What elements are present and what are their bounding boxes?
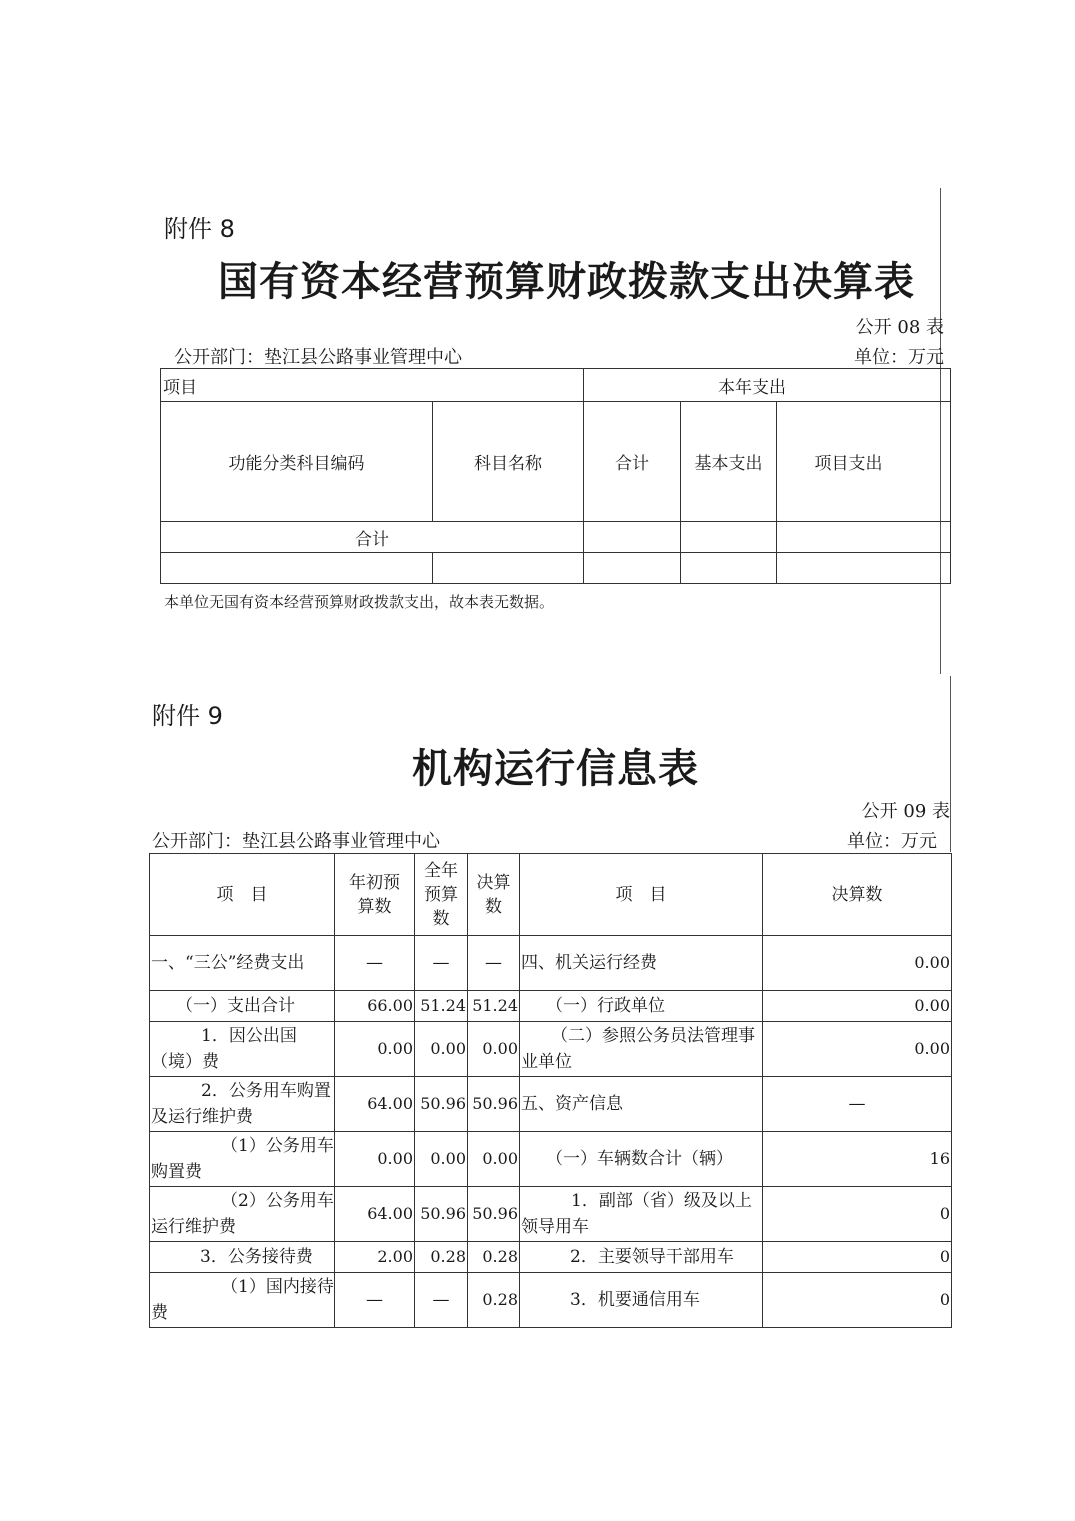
- table-row: [150, 1187, 952, 1242]
- budget-full-cell: —: [415, 936, 468, 991]
- agency-operation-table: [149, 853, 952, 1328]
- attachment-label: 附件 9: [152, 702, 223, 730]
- header-item: 项目: [161, 369, 584, 402]
- budget-initial-cell: 66.00: [335, 991, 415, 1022]
- empty-cell: [433, 553, 584, 584]
- row-label: （1）国内接待费: [150, 1273, 335, 1328]
- row-label: 2．公务用车购置及运行维护费: [150, 1077, 335, 1132]
- budget-initial-cell: —: [335, 1273, 415, 1328]
- right-item-label: 四、机关运行经费: [520, 936, 763, 991]
- row-label: （1）公务用车购置费: [150, 1132, 335, 1187]
- empty-cell: [161, 553, 433, 584]
- right-value-cell: 0.00: [763, 991, 952, 1022]
- budget-initial-cell: 64.00: [335, 1187, 415, 1242]
- table-note: 本单位无国有资本经营预算财政拨款支出，故本表无数据。: [164, 593, 555, 611]
- right-item-label: 五、资产信息: [520, 1077, 763, 1132]
- right-value-cell: 0: [763, 1187, 952, 1242]
- table-row: [150, 1132, 952, 1187]
- row-label: （一）支出合计: [150, 991, 335, 1022]
- right-value-cell: 16: [763, 1132, 952, 1187]
- header-budget-full: 全年预算数: [415, 854, 468, 936]
- table-row: [150, 1022, 952, 1077]
- attachment-label: 附件 8: [164, 215, 235, 243]
- right-value-cell: 0: [763, 1242, 952, 1273]
- empty-cell: [777, 553, 951, 584]
- right-item-label: 3．机要通信用车: [520, 1273, 763, 1328]
- right-value-cell: —: [763, 1077, 952, 1132]
- header-total: 合计: [584, 402, 681, 522]
- header-name: 科目名称: [433, 402, 584, 522]
- right-item-label: （一）行政单位: [520, 991, 763, 1022]
- budget-initial-cell: 2.00: [335, 1242, 415, 1273]
- page-title: 机构运行信息表: [412, 745, 699, 792]
- final-cell: 0.28: [468, 1273, 520, 1328]
- right-value-cell: 0.00: [763, 1022, 952, 1077]
- right-value-cell: 0: [763, 1273, 952, 1328]
- budget-full-cell: 50.96: [415, 1187, 468, 1242]
- final-cell: 50.96: [468, 1187, 520, 1242]
- table-row: [150, 936, 952, 991]
- page-title: 国有资本经营预算财政拨款支出决算表: [218, 258, 915, 305]
- header-code: 功能分类科目编码: [161, 402, 433, 522]
- right-item-label: 1．副部（省）级及以上领导用车: [520, 1187, 763, 1242]
- empty-cell: [681, 553, 777, 584]
- row-label: （2）公务用车运行维护费: [150, 1187, 335, 1242]
- right-item-label: （二）参照公务员法管理事业单位: [520, 1022, 763, 1077]
- unit-label: 单位：万元: [854, 347, 944, 368]
- table-row: [150, 1242, 952, 1273]
- table-row: [150, 991, 952, 1022]
- budget-full-cell: 0.00: [415, 1022, 468, 1077]
- department-label: 公开部门：垫江县公路事业管理中心: [174, 347, 462, 368]
- budget-full-cell: 51.24: [415, 991, 468, 1022]
- row-label: 一、“三公”经费支出: [150, 936, 335, 991]
- empty-cell: [584, 553, 681, 584]
- header-basic: 基本支出: [681, 402, 777, 522]
- final-cell: 50.96: [468, 1077, 520, 1132]
- table-row: [150, 1077, 952, 1132]
- budget-full-cell: 50.96: [415, 1077, 468, 1132]
- right-item-label: （一）车辆数合计（辆）: [520, 1132, 763, 1187]
- budget-initial-cell: 64.00: [335, 1077, 415, 1132]
- header-budget-initial: 年初预算数: [335, 854, 415, 936]
- budget-full-cell: 0.28: [415, 1242, 468, 1273]
- budget-initial-cell: 0.00: [335, 1132, 415, 1187]
- final-cell: 51.24: [468, 991, 520, 1022]
- total-row-label: 合计: [161, 522, 584, 553]
- total-cell: [584, 522, 681, 553]
- table-row: [150, 1273, 952, 1328]
- budget-full-cell: —: [415, 1273, 468, 1328]
- right-value-cell: 0.00: [763, 936, 952, 991]
- table-number: 公开 08 表: [855, 317, 944, 338]
- page-edge-line: [950, 676, 951, 852]
- final-cell: —: [468, 936, 520, 991]
- header-final-left: 决算数: [468, 854, 520, 936]
- header-current-year: 本年支出: [584, 369, 951, 402]
- final-cell: 0.00: [468, 1022, 520, 1077]
- row-label: 3．公务接待费: [150, 1242, 335, 1273]
- budget-initial-cell: 0.00: [335, 1022, 415, 1077]
- right-item-label: 2．主要领导干部用车: [520, 1242, 763, 1273]
- row-label: 1．因公出国（境）费: [150, 1022, 335, 1077]
- header-item-left: 项 目: [150, 854, 335, 936]
- final-cell: 0.00: [468, 1132, 520, 1187]
- total-cell: [681, 522, 777, 553]
- budget-initial-cell: —: [335, 936, 415, 991]
- budget-full-cell: 0.00: [415, 1132, 468, 1187]
- table-number: 公开 09 表: [861, 801, 950, 822]
- header-item-right: 项 目: [520, 854, 763, 936]
- header-final-right: 决算数: [763, 854, 952, 936]
- header-project: 项目支出: [777, 402, 951, 522]
- budget-expenditure-table: [160, 368, 951, 584]
- total-cell: [777, 522, 951, 553]
- unit-label: 单位：万元: [847, 831, 937, 852]
- department-label: 公开部门：垫江县公路事业管理中心: [152, 831, 440, 852]
- final-cell: 0.28: [468, 1242, 520, 1273]
